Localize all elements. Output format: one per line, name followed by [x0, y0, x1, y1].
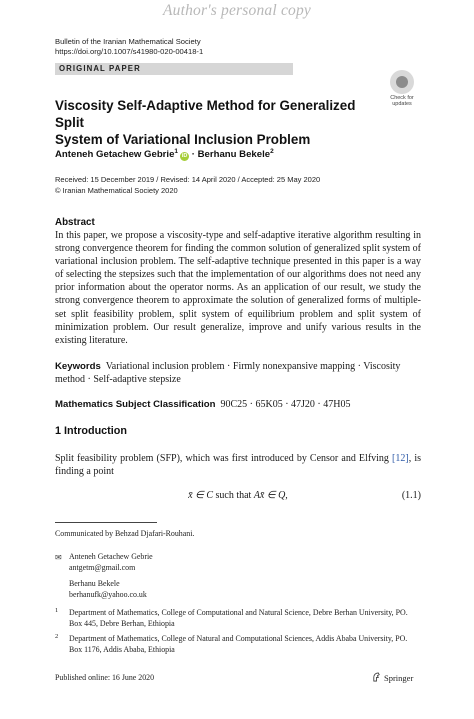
article-type-label: ORIGINAL PAPER — [59, 64, 141, 73]
author-list — [55, 148, 274, 161]
orcid-icon[interactable]: iD — [181, 153, 188, 160]
contact-email[interactable]: antgetm@gmail.com — [69, 562, 136, 572]
title-line: System of Variational Inclusion Problem — [55, 132, 311, 147]
springer-horse-icon — [372, 672, 381, 682]
publisher-name: Springer — [384, 673, 414, 683]
journal-name: Bulletin of the Iranian Mathematical Society — [55, 37, 201, 46]
envelope-icon: ✉ — [55, 553, 62, 562]
equation-1-1 — [55, 490, 421, 504]
check-updates-icon — [390, 70, 414, 94]
published-online-date: Published online: 16 June 2020 — [55, 673, 155, 682]
footnote-divider — [55, 522, 157, 523]
equation-number: (1.1) — [401, 490, 421, 501]
communicated-by: Communicated by Behzad Djafari-Rouhani. — [55, 529, 195, 538]
msc-codes: 90C25 · 65K05 · 47J20 · 47H05 — [220, 399, 351, 410]
title-line: Viscosity Self-Adaptive Method for Generalized Split — [55, 98, 356, 130]
watermark: Author's personal copy — [162, 2, 312, 19]
journal-info — [55, 37, 203, 57]
abstract-text: In this paper, we propose a viscosity-type and self-adaptive iterative algorithm resulting in strong convergence theorem for finding the common solution of generalized split system of variational inclusion problem. The self-adaptive technique presented in this paper is a way of selecting the stepsizes such that the implementation of our algorithms does not need any prior information about the operator norms. As an application of our result, we study the strong convergence theorem to approximate the solution of generalized forms of multiple-set split feasibility problem, split system of equilibrium problem and split system of minimization problem. Our result generalize, improve and unify various results in the existing literature. — [55, 230, 421, 346]
msc-classification — [55, 399, 421, 410]
history-dates: Received: 15 December 2019 / Revised: 14 April 2020 / Accepted: 25 May 2020 — [55, 175, 321, 184]
keywords-text: Variational inclusion problem · Firmly nonexpansive mapping · Viscosity method · Self-adaptive stepsize — [55, 361, 401, 386]
keywords — [55, 360, 421, 386]
author-affiliation-sup: 1 — [174, 148, 179, 155]
copyright: © Iranian Mathematical Society 2020 — [55, 185, 178, 195]
check-updates-text: Check for updates — [390, 95, 414, 107]
affiliation-text: Department of Mathematics, College of Natural and Computational Sciences, Addis Ababa University, PO. Box 1176, Addis Ababa, Ethiopia — [69, 634, 408, 654]
affiliation-text: Department of Mathematics, College of Computational and Natural Science, Debre Berhan University, PO. Box 445, Debre Berhan, Ethiopia — [69, 608, 408, 628]
abstract-heading: Abstract — [55, 217, 95, 228]
paper-title — [55, 97, 385, 148]
author-affiliation-sup: 2 — [270, 148, 274, 155]
author-name[interactable]: Berhanu Bekele — [197, 149, 271, 161]
msc-label: Mathematics Subject Classification — [55, 399, 216, 410]
check-for-updates-badge[interactable] — [385, 70, 419, 107]
affiliation-number: 1 — [55, 607, 59, 614]
author-name[interactable]: Anteneh Getachew Gebrie — [55, 149, 175, 161]
journal-doi[interactable]: https://doi.org/10.1007/s41980-020-00418-1 — [55, 47, 204, 56]
contact-email[interactable]: berhanufk@yahoo.co.uk — [69, 589, 147, 599]
corresponding-author-1 — [69, 552, 153, 573]
introduction-text: Split feasibility problem (SFP), which was first introduced by Censor and Elfving [12], is finding a point — [55, 453, 422, 478]
keywords-label: Keywords — [55, 361, 101, 372]
affiliation-number: 2 — [55, 633, 59, 640]
publisher-logo — [372, 672, 413, 683]
section-heading-introduction: 1 Introduction — [55, 425, 127, 437]
citation-link[interactable]: [12] — [392, 453, 409, 464]
article-dates — [55, 175, 320, 196]
contact-name: Berhanu Bekele — [69, 579, 120, 588]
corresponding-author-2 — [69, 579, 147, 600]
author-separator: · — [191, 149, 195, 161]
contact-name: Anteneh Getachew Gebrie — [69, 552, 153, 561]
equation-body: x̄ ∈ C such that Ax̄ ∈ Q, — [188, 490, 288, 501]
